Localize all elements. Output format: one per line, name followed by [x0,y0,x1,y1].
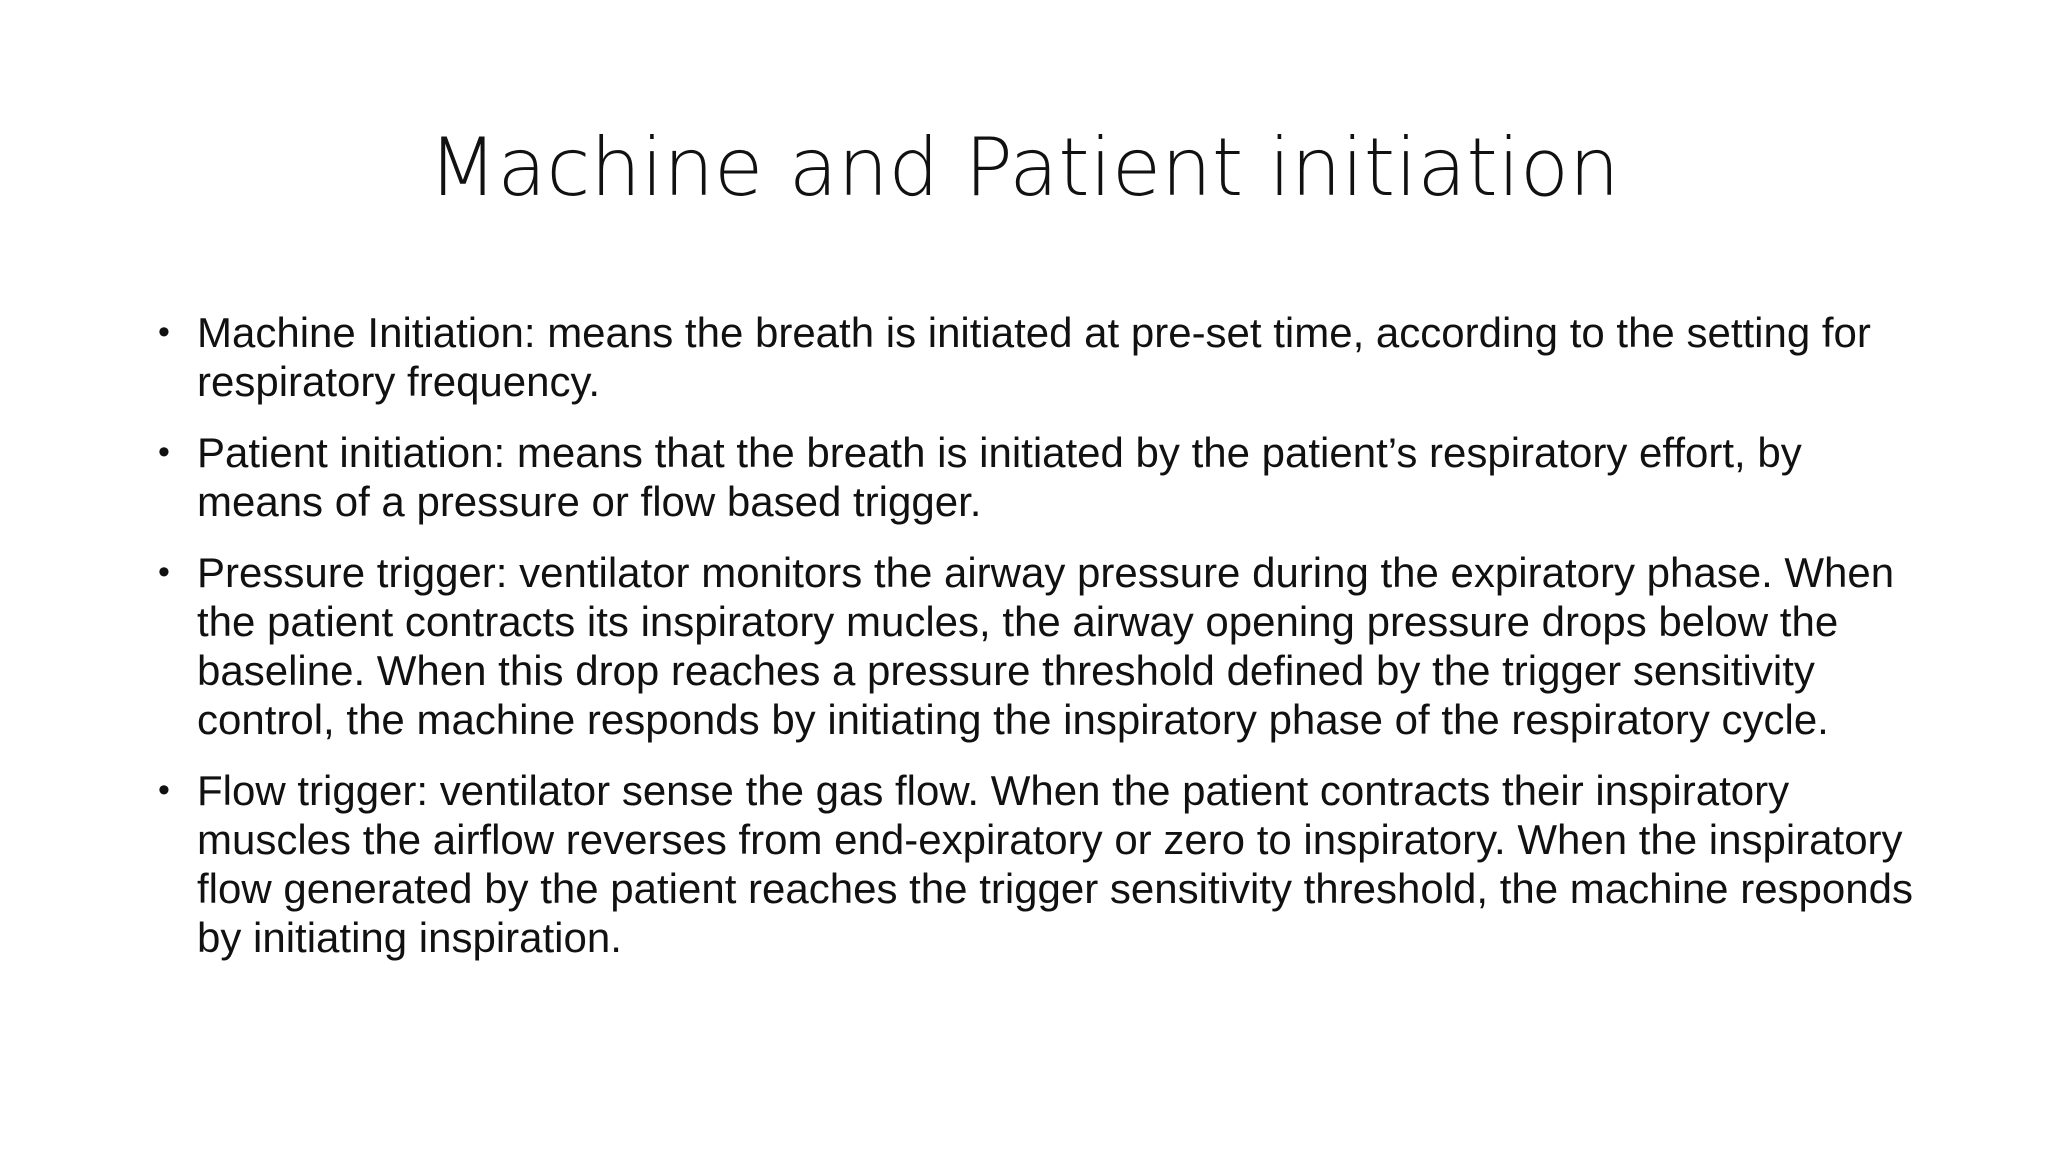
bullet-marker: • [158,313,170,351]
bullet-text: Machine Initiation: means the breath is initiated at pre-set time, according to the setting for respiratory frequency. [197,309,1871,405]
bullet-text: Pressure trigger: ventilator monitors the airway pressure during the expiratory phase. When the patient contracts its inspiratory mucles, the airway opening pressure drops below the baseline. When this drop reaches a pressure threshold defined by the trigger sensitivity control, the machine responds by initiating the inspiratory phase of the respiratory cycle. [197,549,1895,743]
slide-title: Machine and Patient initiation [428,121,1620,214]
bullet-item-machine-initiation [140,308,1920,406]
bullet-marker: • [158,771,170,809]
bullet-marker: • [158,553,170,591]
bullet-item-flow-trigger [140,766,1920,962]
bullet-text: Patient initiation: means that the breath is initiated by the patient’s respiratory effort, by means of a pressure or flow based trigger. [197,429,1802,525]
bullet-list [140,308,1920,984]
bullet-marker: • [158,433,170,471]
bullet-text: Flow trigger: ventilator sense the gas flow. When the patient contracts their inspiratory muscles the airflow reverses from end-expiratory or zero to inspiratory. When the inspiratory flow generated by the patient reaches the trigger sensitivity threshold, the machine responds by initiating inspiration. [197,767,1913,961]
bullet-item-pressure-trigger [140,548,1920,744]
bullet-item-patient-initiation [140,428,1920,526]
